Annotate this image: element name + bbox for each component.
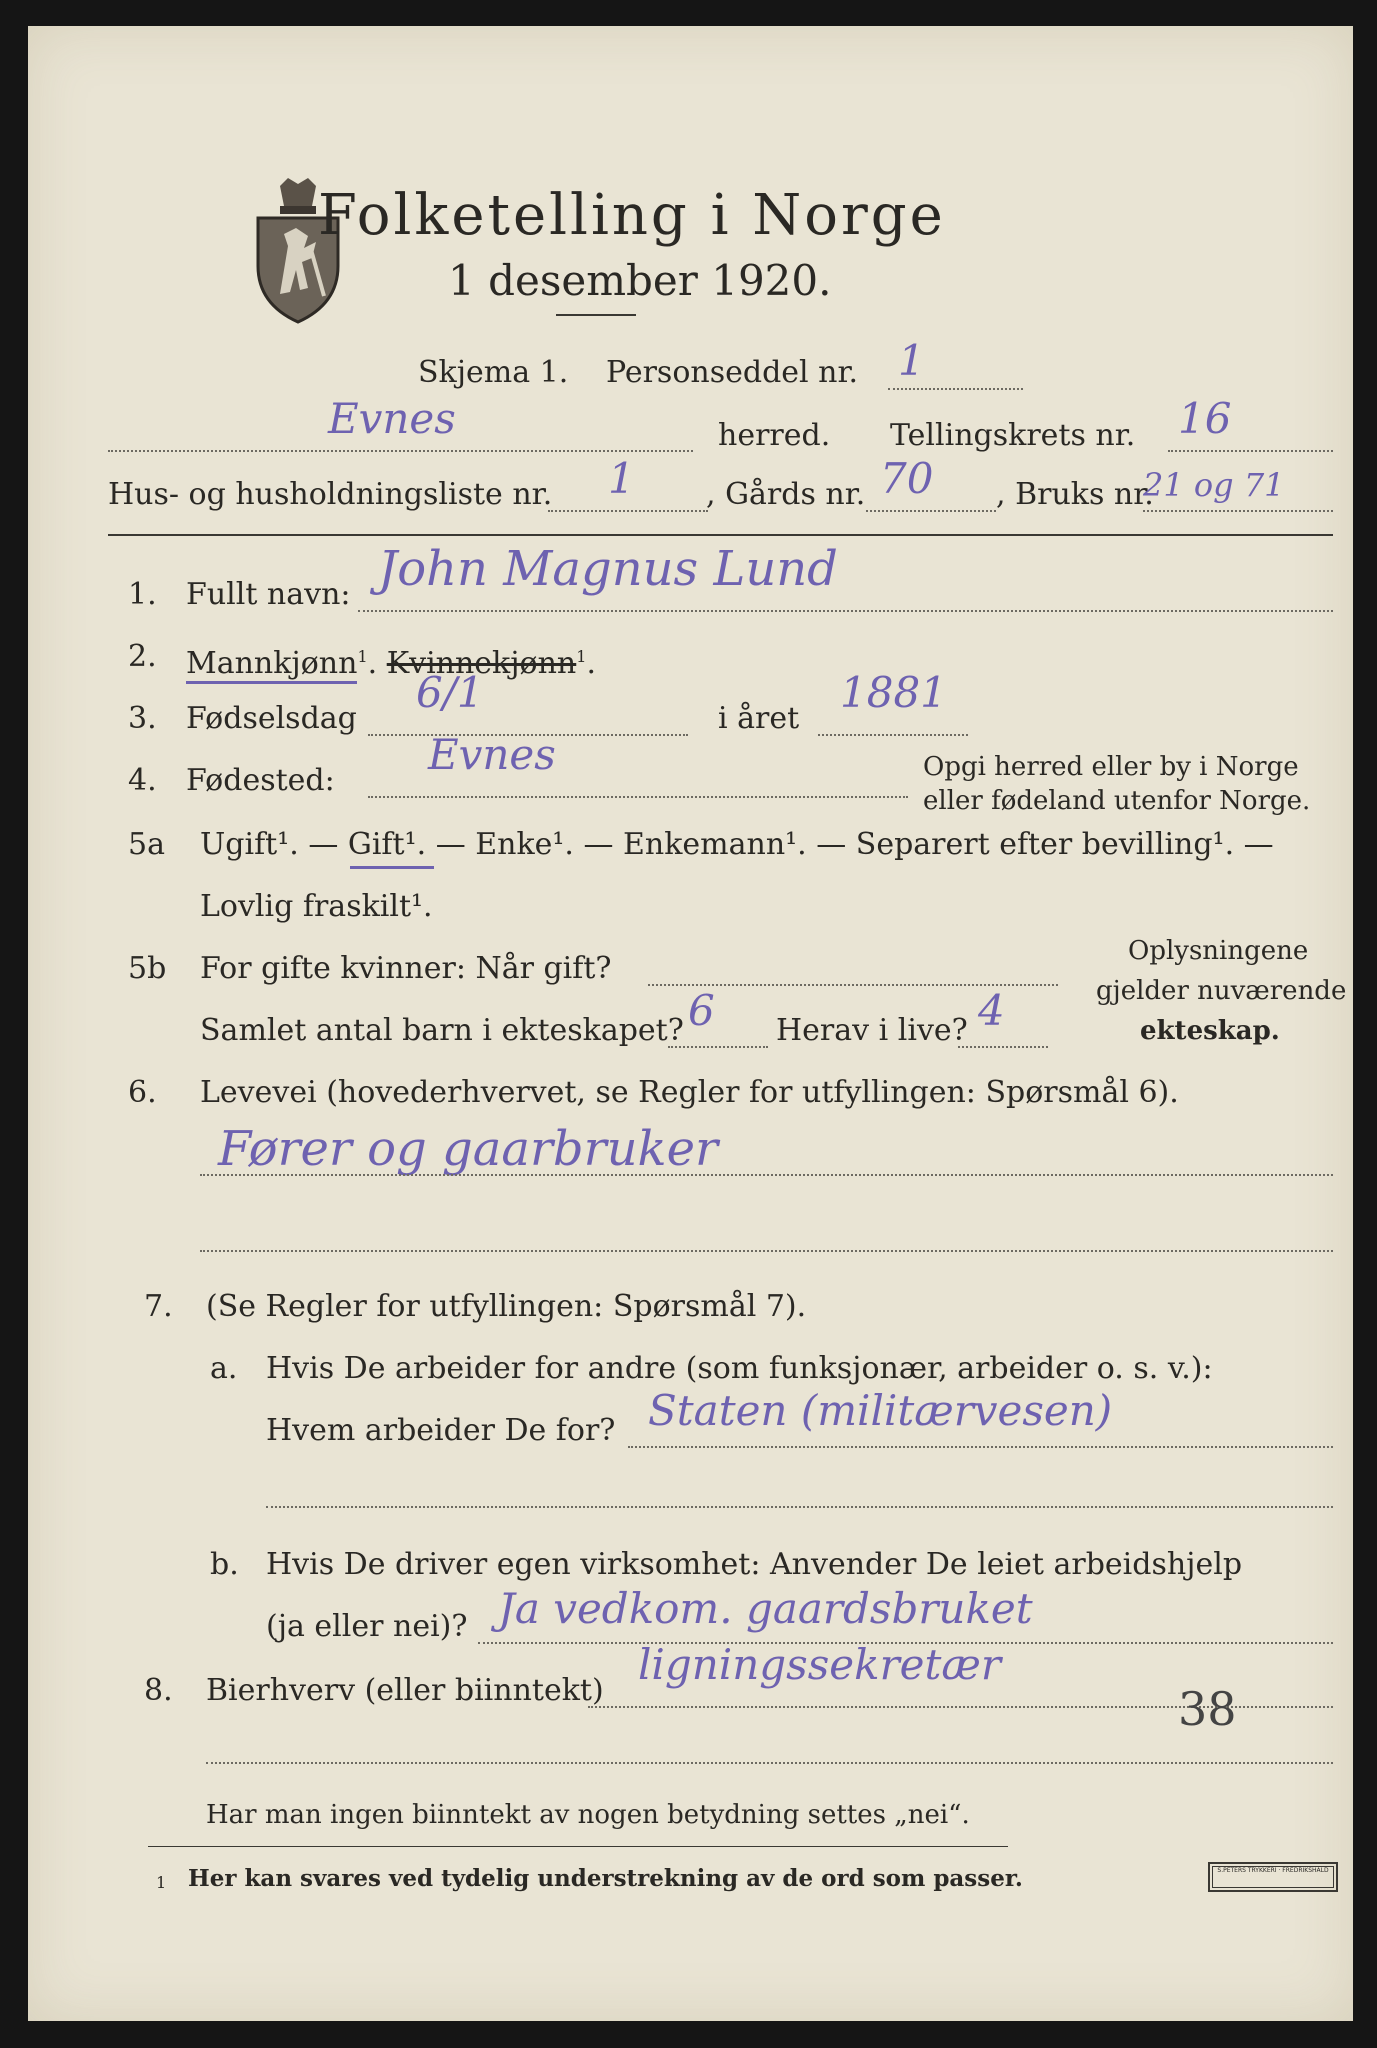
q7a-line2: Hvem arbeider De for? xyxy=(266,1413,616,1448)
hus-label: Hus- og husholdningsliste nr. xyxy=(108,477,553,512)
q2-options: Mannkjønn$^1$. Kvinnekjønn$^1$. xyxy=(186,640,596,681)
birthday-value[interactable]: 6/1 xyxy=(416,668,484,717)
q4-number: 4. xyxy=(128,763,157,798)
printer-stamp: S.PETERS TRYKKERI · FREDRIKSHALD xyxy=(1208,1862,1338,1892)
hus-value[interactable]: 1 xyxy=(608,454,635,503)
q7b-line1: Hvis De driver egen virksomhet: Anvender De leiet arbeidshjelp xyxy=(266,1547,1243,1582)
q5b-label-2: Samlet antal barn i ekteskapet? xyxy=(200,1013,684,1048)
personseddel-value[interactable]: 1 xyxy=(898,336,925,385)
married-note-1: Oplysningene xyxy=(1128,936,1309,966)
herred-value[interactable]: Evnes xyxy=(328,394,456,443)
children-count-value[interactable]: 6 xyxy=(688,986,715,1035)
gift-underline xyxy=(350,866,434,869)
q5a-number: 5a xyxy=(128,827,165,862)
tellingskrets-label: Tellingskrets nr. xyxy=(890,418,1136,453)
birthplace-value[interactable]: Evnes xyxy=(428,730,556,779)
q3-label: Fødselsdag xyxy=(186,701,357,736)
schema-label: Skjema 1. xyxy=(418,355,569,390)
married-note-2: gjelder nuværende xyxy=(1096,976,1347,1006)
female-option[interactable]: Kvinnekjønn xyxy=(386,646,577,681)
male-option[interactable]: Mannkjønn xyxy=(186,646,357,684)
hired-help-value[interactable]: Ja vedkom. gaardsbruket xyxy=(498,1584,1033,1633)
q8-number: 8. xyxy=(144,1673,173,1708)
birthplace-note-1: Opgi herred eller by i Norge xyxy=(923,752,1299,782)
title-divider xyxy=(556,314,636,316)
form-title: Folketelling i Norge xyxy=(318,183,946,248)
year-label: i året xyxy=(718,701,800,736)
tellingskrets-value[interactable]: 16 xyxy=(1178,394,1232,443)
q1-number: 1. xyxy=(128,577,157,612)
footnote-mark: 1 xyxy=(156,1873,167,1892)
birthplace-note-2: eller fødeland utenfor Norge. xyxy=(923,786,1311,816)
personseddel-label: Personseddel nr. xyxy=(606,355,859,390)
marital-status-options-2[interactable]: Lovlig fraskilt¹. xyxy=(200,889,433,924)
q7a-letter: a. xyxy=(210,1351,238,1386)
census-form xyxy=(28,26,1353,2021)
q7b-line2: (ja eller nei)? xyxy=(266,1609,468,1644)
q4-label: Fødested: xyxy=(186,763,335,798)
q5b-number: 5b xyxy=(128,951,167,986)
side-income-value[interactable]: ligningssekretær xyxy=(638,1640,1001,1689)
married-note-3: ekteskap. xyxy=(1140,1016,1280,1046)
q6-number: 6. xyxy=(128,1075,157,1110)
margin-note-value: 38 xyxy=(1178,1682,1237,1736)
marital-status-options[interactable]: Ugift¹. — Gift¹. — Enke¹. — Enkemann¹. — Separert efter bevilling¹. — xyxy=(200,827,1274,862)
full-name-value[interactable]: John Magnus Lund xyxy=(378,541,838,597)
employer-value[interactable]: Staten (militærvesen) xyxy=(648,1386,1113,1435)
birth-year-value[interactable]: 1881 xyxy=(840,668,947,717)
alive-count-value[interactable]: 4 xyxy=(978,986,1005,1035)
q7b-letter: b. xyxy=(210,1547,239,1582)
bruks-value[interactable]: 21 og 71 xyxy=(1143,466,1285,504)
q2-number: 2. xyxy=(128,639,157,674)
herred-label: herred. xyxy=(718,418,831,453)
q8-label: Bierhverv (eller biinntekt) xyxy=(206,1673,604,1708)
bruks-label: , Bruks nr. xyxy=(996,477,1154,512)
q6-label: Levevei (hovederhvervet, se Regler for utfyllingen: Spørsmål 6). xyxy=(200,1075,1179,1110)
q5b-label-1: For gifte kvinner: Når gift? xyxy=(200,951,612,986)
footnote-text: Her kan svares ved tydelig understrekning av de ord som passer. xyxy=(188,1865,1023,1892)
q7a-line1: Hvis De arbeider for andre (som funksjonær, arbeider o. s. v.): xyxy=(266,1351,1213,1386)
gards-label: , Gårds nr. xyxy=(706,477,866,512)
q1-label: Fullt navn: xyxy=(186,577,351,612)
gards-value[interactable]: 70 xyxy=(880,454,934,503)
q7-number: 7. xyxy=(144,1289,173,1324)
q7-label: (Se Regler for utfyllingen: Spørsmål 7). xyxy=(206,1289,807,1324)
census-date: 1 desember 1920. xyxy=(448,256,832,305)
no-income-note: Har man ingen biinntekt av nogen betydning settes „nei“. xyxy=(206,1800,970,1830)
q3-number: 3. xyxy=(128,701,157,736)
alive-label: Herav i live? xyxy=(776,1013,968,1048)
occupation-value[interactable]: Fører og gaarbruker xyxy=(218,1121,718,1177)
